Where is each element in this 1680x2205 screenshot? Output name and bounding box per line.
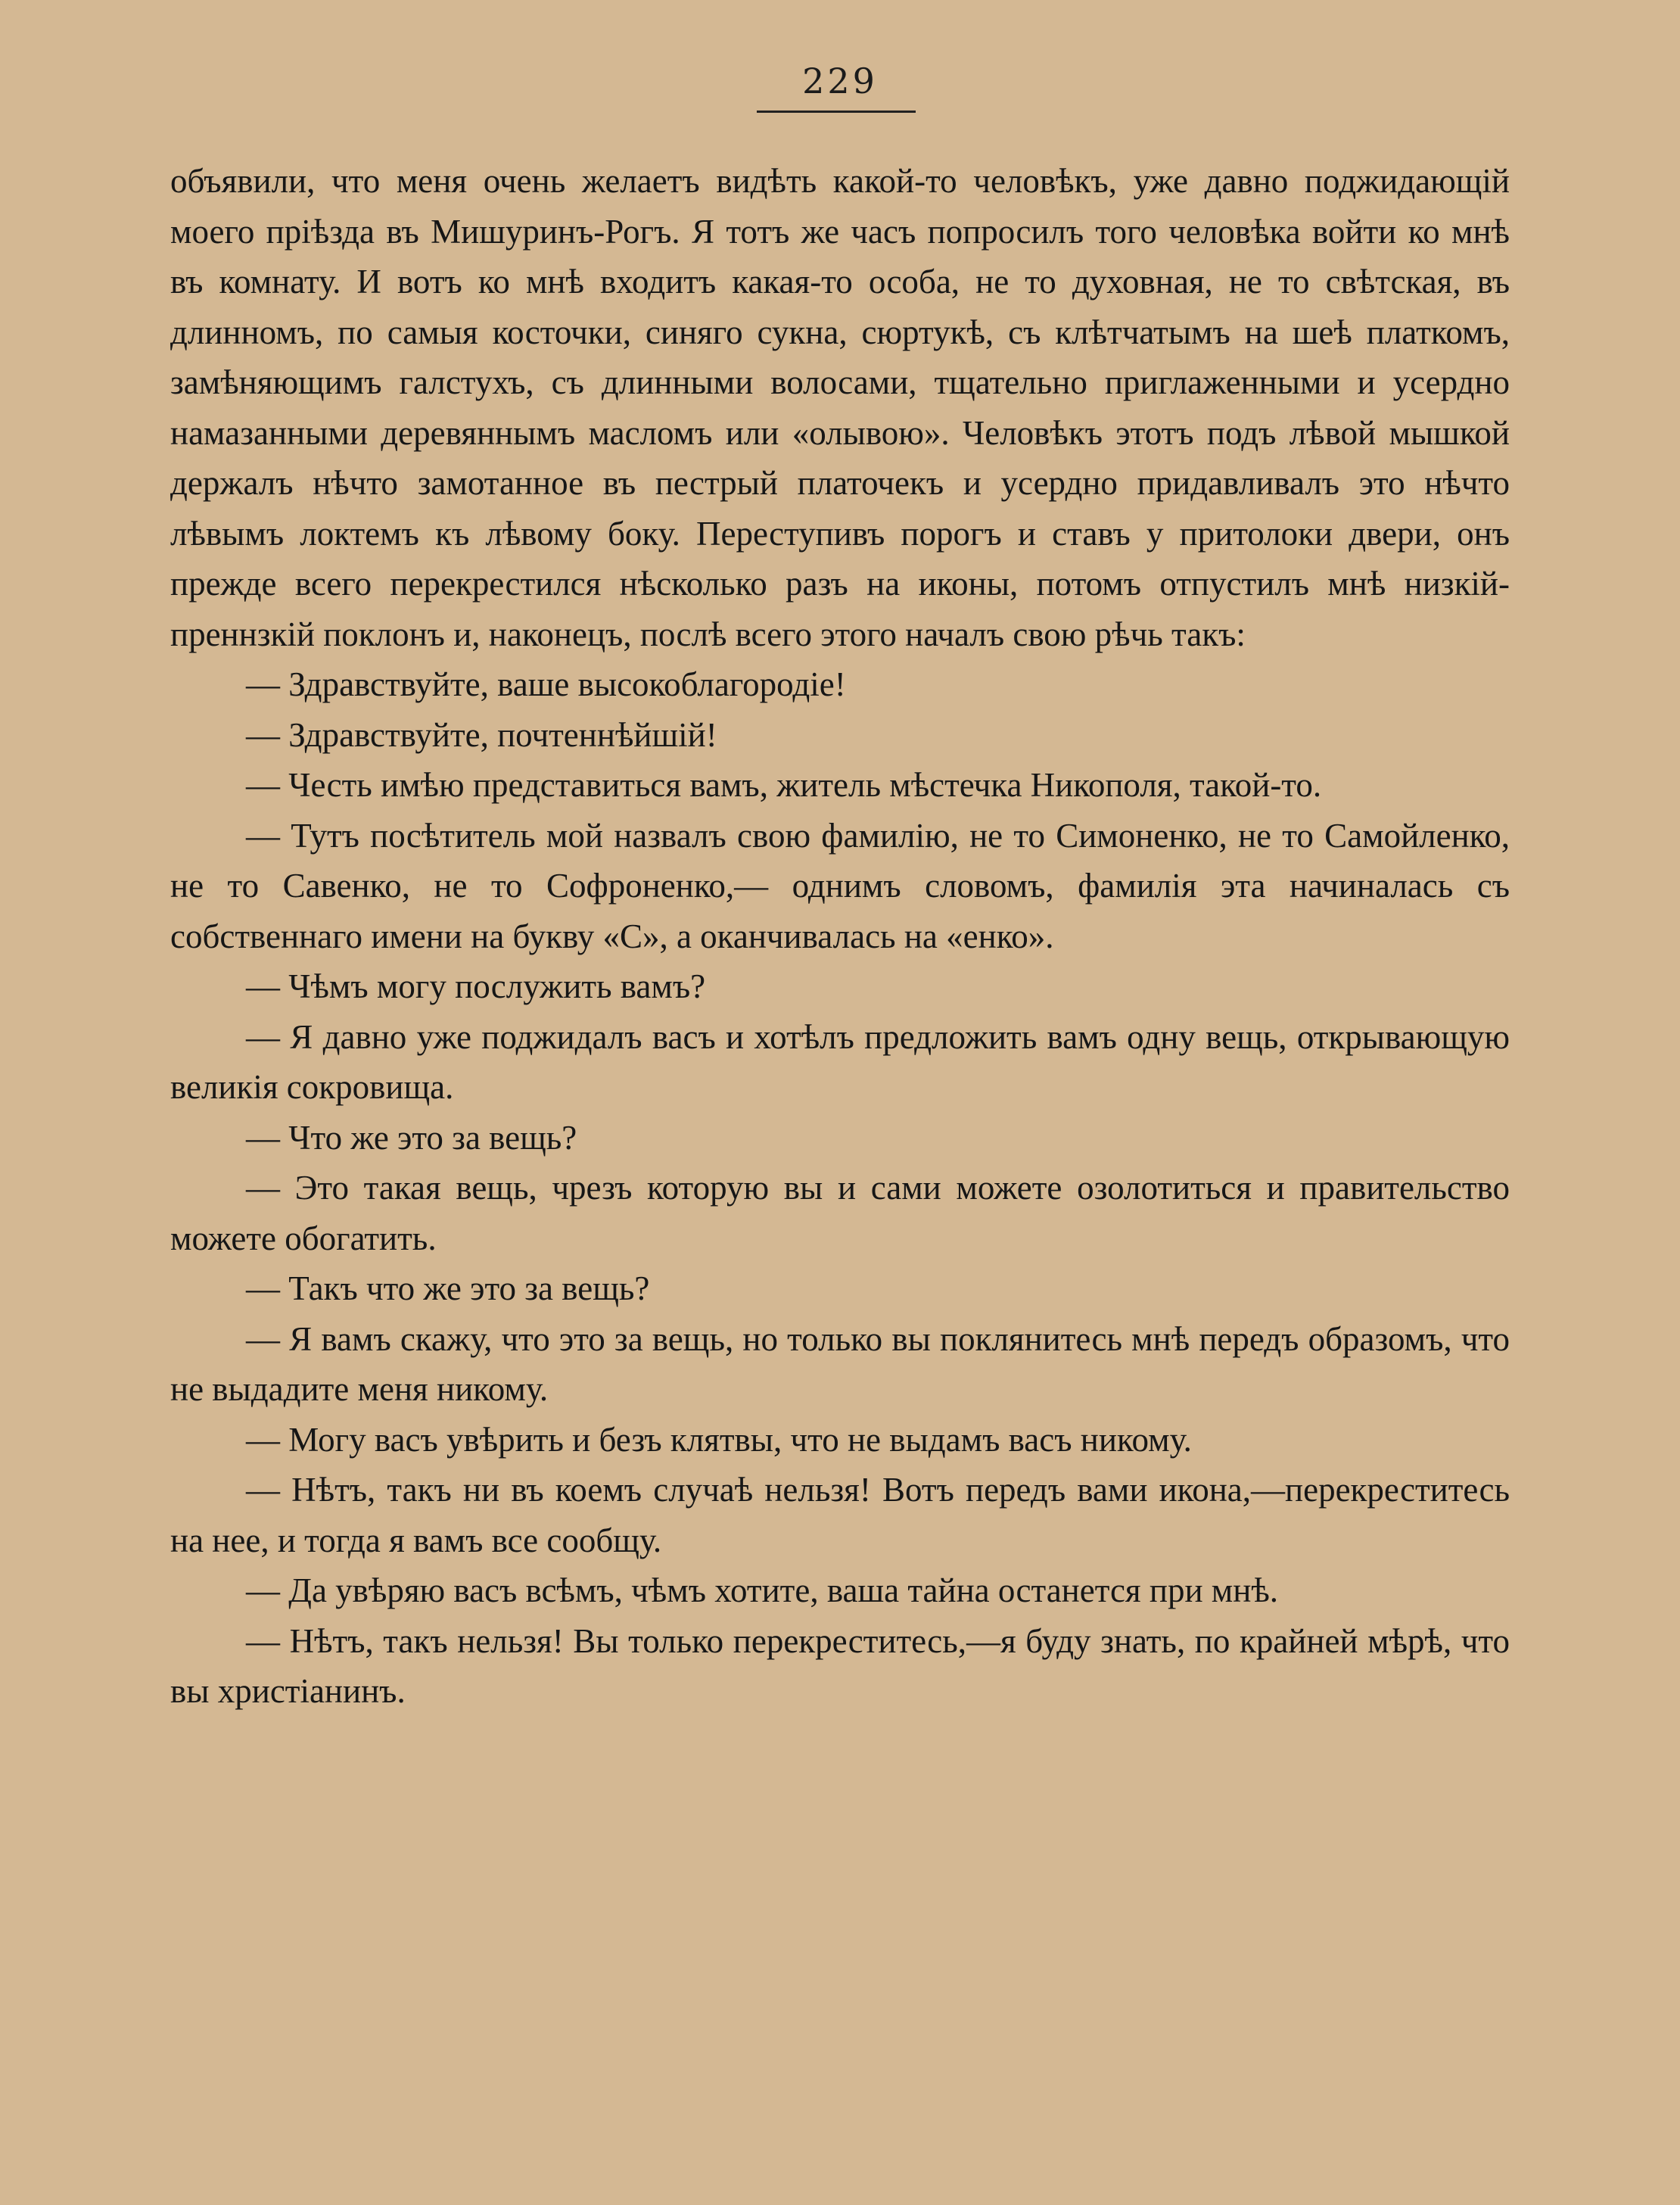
- body-text: [170, 156, 1510, 1717]
- paragraph-13: — Нѣтъ, такъ ни въ коемъ случаѣ нельзя! Вотъ передъ вами икона,—перекреститесь на нее, и тогда я вамъ все сообщу.: [170, 1471, 1510, 1559]
- paragraph-9: — Это такая вещь, чрезъ которую вы и сами можете озолотиться и правительство можете обогатить.: [170, 1169, 1510, 1257]
- paragraph-10: — Такъ что же это за вещь?: [246, 1269, 650, 1307]
- paragraph-3: — Здравствуйте, почтеннѣйшій!: [246, 715, 717, 754]
- paragraph-2: — Здравствуйте, ваше высокоблагородіе!: [246, 665, 846, 703]
- paragraph-4: — Честь имѣю представиться вамъ, житель мѣстечка Никополя, такой-то.: [246, 766, 1322, 804]
- paragraph-12: — Могу васъ увѣрить и безъ клятвы, что не выдамъ васъ никому.: [246, 1420, 1192, 1459]
- paragraph-14: — Да увѣряю васъ всѣмъ, чѣмъ хотите, ваша тайна останется при мнѣ.: [246, 1571, 1279, 1609]
- paragraph-7: — Я давно уже поджидалъ васъ и хотѣлъ предложить вамъ одну вещь, открывающую великія сокровища.: [170, 1017, 1510, 1106]
- paragraph-1: объявили, что меня очень желаетъ видѣть какой-то человѣкъ, уже давно поджидающій моего пріѣзда въ Мишуринъ-Рогъ. Я тотъ же часъ попросилъ того человѣка войти ко мнѣ въ комнату. И вотъ ко мнѣ входитъ какая-то особа, не то духовная, не то свѣтская, въ длинномъ, по самыя косточки, синяго сукна, сюртукѣ, съ клѣтчатымъ на шеѣ платкомъ, замѣняющимъ галстухъ, съ длинными волосами, тщательно приглаженными и усердно намазанными деревяннымъ масломъ или «олывою». Человѣкъ этотъ подъ лѣвой мышкой держалъ нѣчто замотанное въ пестрый платочекъ и усердно придавливалъ это нѣчто лѣвымъ локтемъ къ лѣвому боку. Переступивъ порогъ и ставъ у притолоки двери, онъ прежде всего перекрестился нѣсколько разъ на иконы, потомъ отпустилъ мнѣ низкій-преннзкій поклонъ и, наконецъ, послѣ всего этого началъ свою рѣчь такъ:: [170, 162, 1510, 653]
- paragraph-15: — Нѣтъ, такъ нельзя! Вы только перекреститесь,—я буду знать, по крайней мѣрѣ, что вы христіанинъ.: [170, 1621, 1510, 1710]
- page-number-rule: [757, 111, 916, 113]
- paragraph-6: — Чѣмъ могу послужить вамъ?: [246, 967, 706, 1005]
- paragraph-11: — Я вамъ скажу, что это за вещь, но только вы поклянитесь мнѣ передъ образомъ, что не выдадите меня никому.: [170, 1319, 1510, 1408]
- paragraph-5: — Тутъ посѣтитель мой назвалъ свою фамилію, не то Симоненко, не то Самойленко, не то Савенко, не то Софроненко,— однимъ словомъ, фамилія эта начиналась съ собственнаго имени на букву «С», а оканчивалась на «енко».: [170, 816, 1510, 955]
- paragraph-8: — Что же это за вещь?: [246, 1118, 577, 1157]
- page-number: 229: [802, 61, 878, 101]
